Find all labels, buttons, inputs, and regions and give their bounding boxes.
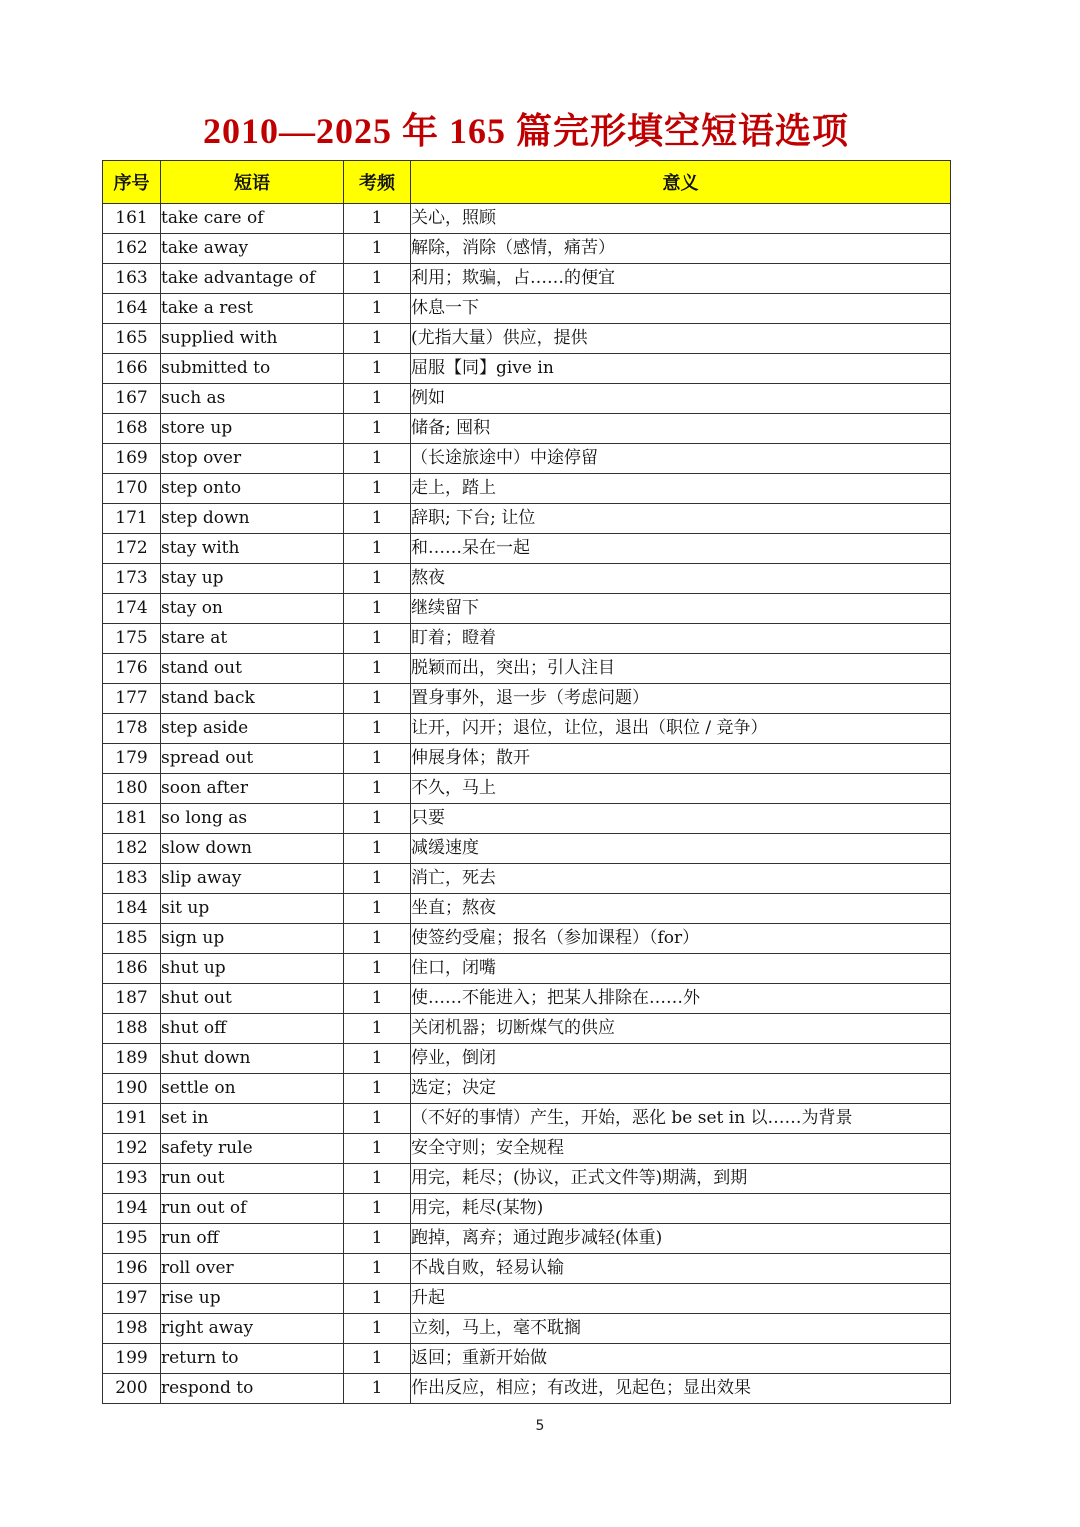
row-frequency: 1 (344, 1074, 411, 1104)
row-meaning: 住口，闭嘴 (411, 954, 951, 984)
table-row (103, 1194, 951, 1224)
row-phrase: supplied with (161, 324, 344, 354)
table-row (103, 564, 951, 594)
row-frequency: 1 (344, 1374, 411, 1404)
table-row (103, 654, 951, 684)
row-number: 181 (103, 804, 161, 834)
table-row (103, 954, 951, 984)
row-phrase: spread out (161, 744, 344, 774)
row-meaning: 休息一下 (411, 294, 951, 324)
table-row (103, 804, 951, 834)
row-meaning: 熬夜 (411, 564, 951, 594)
row-meaning: 返回；重新开始做 (411, 1344, 951, 1374)
row-meaning: 消亡，死去 (411, 864, 951, 894)
table-row (103, 1314, 951, 1344)
table-row (103, 924, 951, 954)
row-phrase: soon after (161, 774, 344, 804)
row-frequency: 1 (344, 1254, 411, 1284)
row-phrase: store up (161, 414, 344, 444)
table-row (103, 1284, 951, 1314)
row-number: 166 (103, 354, 161, 384)
row-frequency: 1 (344, 1344, 411, 1374)
row-number: 165 (103, 324, 161, 354)
row-meaning: (尤指大量）供应，提供 (411, 324, 951, 354)
row-frequency: 1 (344, 1134, 411, 1164)
row-number: 164 (103, 294, 161, 324)
column-header-number: 序号 (103, 161, 161, 204)
row-number: 167 (103, 384, 161, 414)
row-number: 176 (103, 654, 161, 684)
row-frequency: 1 (344, 414, 411, 444)
row-number: 168 (103, 414, 161, 444)
row-frequency: 1 (344, 1044, 411, 1074)
row-phrase: slip away (161, 864, 344, 894)
row-frequency: 1 (344, 654, 411, 684)
row-phrase: right away (161, 1314, 344, 1344)
row-number: 196 (103, 1254, 161, 1284)
row-number: 170 (103, 474, 161, 504)
row-meaning: 停业，倒闭 (411, 1044, 951, 1074)
table-row (103, 744, 951, 774)
row-frequency: 1 (344, 924, 411, 954)
table-row (103, 1224, 951, 1254)
row-frequency: 1 (344, 834, 411, 864)
row-number: 195 (103, 1224, 161, 1254)
row-number: 171 (103, 504, 161, 534)
row-number: 194 (103, 1194, 161, 1224)
row-phrase: step aside (161, 714, 344, 744)
row-meaning: （长途旅途中）中途停留 (411, 444, 951, 474)
row-phrase: run out (161, 1164, 344, 1194)
row-phrase: respond to (161, 1374, 344, 1404)
row-meaning: 例如 (411, 384, 951, 414)
row-phrase: take away (161, 234, 344, 264)
row-meaning: 脱颖而出，突出；引人注目 (411, 654, 951, 684)
row-meaning: 走上，踏上 (411, 474, 951, 504)
row-frequency: 1 (344, 564, 411, 594)
row-meaning: 选定；决定 (411, 1074, 951, 1104)
row-meaning: 关闭机器；切断煤气的供应 (411, 1014, 951, 1044)
row-number: 182 (103, 834, 161, 864)
table-row (103, 594, 951, 624)
row-frequency: 1 (344, 774, 411, 804)
row-number: 161 (103, 204, 161, 234)
table-row (103, 1134, 951, 1164)
row-number: 162 (103, 234, 161, 264)
row-phrase: stare at (161, 624, 344, 654)
table-row (103, 234, 951, 264)
phrase-table (102, 160, 951, 1404)
table-row (103, 1254, 951, 1284)
column-header-meaning: 意义 (411, 161, 951, 204)
row-frequency: 1 (344, 504, 411, 534)
row-phrase: stay up (161, 564, 344, 594)
row-meaning: 安全守则；安全规程 (411, 1134, 951, 1164)
row-meaning: 不战自败，轻易认输 (411, 1254, 951, 1284)
row-meaning: 辞职; 下台; 让位 (411, 504, 951, 534)
row-number: 178 (103, 714, 161, 744)
table-row (103, 1164, 951, 1194)
row-frequency: 1 (344, 894, 411, 924)
row-phrase: safety rule (161, 1134, 344, 1164)
row-phrase: such as (161, 384, 344, 414)
row-phrase: settle on (161, 1074, 344, 1104)
table-row (103, 324, 951, 354)
row-frequency: 1 (344, 744, 411, 774)
row-number: 192 (103, 1134, 161, 1164)
row-meaning: 解除，消除（感情，痛苦） (411, 234, 951, 264)
row-number: 190 (103, 1074, 161, 1104)
table-row (103, 684, 951, 714)
row-number: 172 (103, 534, 161, 564)
row-phrase: step onto (161, 474, 344, 504)
row-phrase: so long as (161, 804, 344, 834)
row-number: 185 (103, 924, 161, 954)
table-row (103, 354, 951, 384)
table-row (103, 1344, 951, 1374)
row-meaning: 用完，耗尽(某物) (411, 1194, 951, 1224)
row-number: 175 (103, 624, 161, 654)
row-frequency: 1 (344, 264, 411, 294)
row-phrase: stand out (161, 654, 344, 684)
row-number: 174 (103, 594, 161, 624)
table-row (103, 984, 951, 1014)
row-phrase: slow down (161, 834, 344, 864)
table-row (103, 894, 951, 924)
row-number: 199 (103, 1344, 161, 1374)
table-row (103, 504, 951, 534)
table-row (103, 1104, 951, 1134)
table-row (103, 264, 951, 294)
table-row (103, 294, 951, 324)
table-row (103, 444, 951, 474)
row-frequency: 1 (344, 624, 411, 654)
row-phrase: shut down (161, 1044, 344, 1074)
table-row (103, 1044, 951, 1074)
row-meaning: 减缓速度 (411, 834, 951, 864)
row-phrase: return to (161, 1344, 344, 1374)
row-number: 193 (103, 1164, 161, 1194)
row-meaning: 和……呆在一起 (411, 534, 951, 564)
page-number: 5 (535, 1418, 545, 1434)
table-row (103, 1014, 951, 1044)
row-meaning: 坐直；熬夜 (411, 894, 951, 924)
page-title: 2010—2025 年 165 篇完形填空短语选项 (202, 111, 849, 151)
table-row (103, 534, 951, 564)
table-row (103, 834, 951, 864)
row-frequency: 1 (344, 714, 411, 744)
row-number: 186 (103, 954, 161, 984)
table-row (103, 1074, 951, 1104)
row-frequency: 1 (344, 384, 411, 414)
row-frequency: 1 (344, 354, 411, 384)
row-number: 183 (103, 864, 161, 894)
table-row (103, 1374, 951, 1404)
row-phrase: take advantage of (161, 264, 344, 294)
row-phrase: run off (161, 1224, 344, 1254)
row-phrase: stay with (161, 534, 344, 564)
row-frequency: 1 (344, 1164, 411, 1194)
table-row (103, 384, 951, 414)
row-meaning: 让开，闪开；退位，让位，退出（职位 / 竞争） (411, 714, 951, 744)
row-number: 197 (103, 1284, 161, 1314)
row-meaning: 升起 (411, 1284, 951, 1314)
row-number: 163 (103, 264, 161, 294)
row-meaning: 作出反应，相应；有改进，见起色；显出效果 (411, 1374, 951, 1404)
row-number: 200 (103, 1374, 161, 1404)
row-phrase: stay on (161, 594, 344, 624)
row-meaning: 立刻，马上，毫不耽搁 (411, 1314, 951, 1344)
table-row (103, 624, 951, 654)
row-meaning: 跑掉，离弃；通过跑步减轻(体重) (411, 1224, 951, 1254)
table-row (103, 414, 951, 444)
row-number: 177 (103, 684, 161, 714)
row-phrase: sign up (161, 924, 344, 954)
row-number: 180 (103, 774, 161, 804)
row-phrase: submitted to (161, 354, 344, 384)
row-frequency: 1 (344, 534, 411, 564)
row-meaning: 不久，马上 (411, 774, 951, 804)
row-meaning: 伸展身体；散开 (411, 744, 951, 774)
row-frequency: 1 (344, 594, 411, 624)
row-frequency: 1 (344, 444, 411, 474)
row-number: 184 (103, 894, 161, 924)
row-meaning: 继续留下 (411, 594, 951, 624)
row-number: 188 (103, 1014, 161, 1044)
row-frequency: 1 (344, 234, 411, 264)
row-meaning: 储备; 囤积 (411, 414, 951, 444)
row-phrase: roll over (161, 1254, 344, 1284)
table-row (103, 474, 951, 504)
row-meaning: 关心，照顾 (411, 204, 951, 234)
row-frequency: 1 (344, 984, 411, 1014)
column-header-frequency: 考频 (344, 161, 411, 204)
row-frequency: 1 (344, 1284, 411, 1314)
row-frequency: 1 (344, 324, 411, 354)
row-phrase: stop over (161, 444, 344, 474)
row-phrase: take care of (161, 204, 344, 234)
row-frequency: 1 (344, 474, 411, 504)
row-frequency: 1 (344, 1224, 411, 1254)
row-frequency: 1 (344, 1014, 411, 1044)
row-phrase: stand back (161, 684, 344, 714)
row-number: 198 (103, 1314, 161, 1344)
row-meaning: 使签约受雇；报名（参加课程）（for） (411, 924, 951, 954)
table-row (103, 864, 951, 894)
table-row (103, 204, 951, 234)
row-frequency: 1 (344, 1104, 411, 1134)
row-meaning: 利用；欺骗，占……的便宜 (411, 264, 951, 294)
row-frequency: 1 (344, 204, 411, 234)
row-number: 189 (103, 1044, 161, 1074)
row-frequency: 1 (344, 684, 411, 714)
row-meaning: 使……不能进入；把某人排除在……外 (411, 984, 951, 1014)
row-meaning: 只要 (411, 804, 951, 834)
row-meaning: 盯着；瞪着 (411, 624, 951, 654)
row-phrase: sit up (161, 894, 344, 924)
row-frequency: 1 (344, 294, 411, 324)
row-frequency: 1 (344, 864, 411, 894)
row-phrase: take a rest (161, 294, 344, 324)
row-number: 169 (103, 444, 161, 474)
row-phrase: step down (161, 504, 344, 534)
row-number: 179 (103, 744, 161, 774)
row-meaning: 用完，耗尽；(协议，正式文件等)期满，到期 (411, 1164, 951, 1194)
row-phrase: rise up (161, 1284, 344, 1314)
row-number: 191 (103, 1104, 161, 1134)
row-phrase: set in (161, 1104, 344, 1134)
row-frequency: 1 (344, 804, 411, 834)
row-frequency: 1 (344, 954, 411, 984)
row-number: 187 (103, 984, 161, 1014)
row-meaning: （不好的事情）产生，开始，恶化 be set in 以……为背景 (411, 1104, 951, 1134)
row-phrase: shut up (161, 954, 344, 984)
row-number: 173 (103, 564, 161, 594)
row-frequency: 1 (344, 1194, 411, 1224)
row-phrase: shut off (161, 1014, 344, 1044)
table-row (103, 714, 951, 744)
row-phrase: run out of (161, 1194, 344, 1224)
row-meaning: 置身事外，退一步（考虑问题） (411, 684, 951, 714)
row-meaning: 屈服【同】give in (411, 354, 951, 384)
table-header-row (103, 161, 951, 204)
column-header-phrase: 短语 (161, 161, 344, 204)
row-phrase: shut out (161, 984, 344, 1014)
table-row (103, 774, 951, 804)
row-frequency: 1 (344, 1314, 411, 1344)
